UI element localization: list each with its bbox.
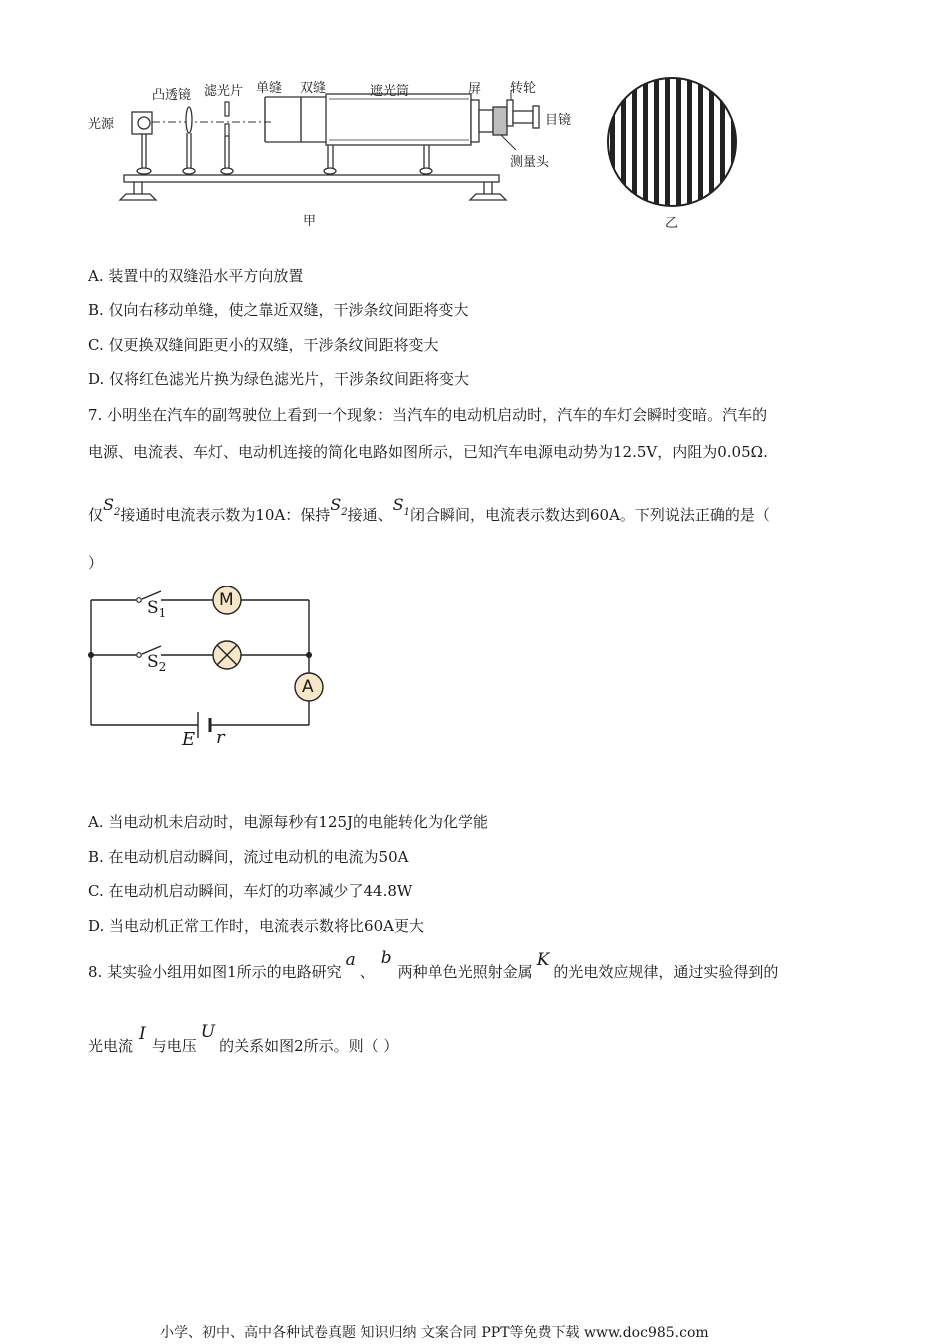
measuring-head <box>493 107 507 135</box>
label-measuring-head: 测量头 <box>510 155 550 170</box>
var-I: I <box>139 1024 146 1044</box>
circuit-s1-label: $S_1$ <box>147 598 167 620</box>
q6-option-d: D. 仅将红色滤光片换为绿色滤光片，干涉条纹间距将变大 <box>88 370 470 388</box>
junction-right <box>306 652 312 658</box>
junction-left <box>88 652 94 658</box>
q6-option-c: C. 仅更换双缝间距更小的双缝，干涉条纹间距将变大 <box>88 336 439 354</box>
q7-stem-line4: ） <box>88 554 104 572</box>
eyepiece <box>513 111 533 123</box>
light-shielding-tube <box>326 94 471 145</box>
optical-bench <box>124 175 499 182</box>
q6-option-b: B. 仅向右移动单缝，使之靠近双缝，干涉条纹间距将变大 <box>88 301 469 319</box>
label-convex-lens: 凸透镜 <box>152 88 192 103</box>
convex-lens <box>186 107 192 133</box>
q8-stem-line1: 8. 某实验小组用如图1所示的电路研究a、b两种单色光照射金属K的光电效应规律，通过实验得到的 <box>88 948 779 981</box>
label-screen: 屏 <box>468 82 482 97</box>
s2-symbol-2: $S_2$ <box>330 495 348 518</box>
screen <box>471 100 479 142</box>
q7-stem-line2: 电源、电流表、车灯、电动机连接的简化电路如图所示，已知汽车电源电动势为12.5V，内阻为0.05Ω. <box>88 443 768 461</box>
lamp-icon <box>213 641 241 669</box>
q7-stem-line1: 7. 小明坐在汽车的副驾驶位上看到一个现象：当汽车的电动机启动时，汽车的车灯会瞬时变暗。汽车的 <box>88 406 768 424</box>
q7-option-d: D. 当电动机正常工作时，电流表示数将比60A更大 <box>88 917 424 935</box>
wheel <box>507 100 513 126</box>
page-footer: 小学、初中、高中各种试卷真题 知识归纳 文案合同 PPT等免费下载 www.doc985.com <box>160 1325 709 1341</box>
fringe-pattern-figure <box>604 74 740 210</box>
circuit-r-label: r <box>216 727 225 748</box>
label-filter: 滤光片 <box>204 84 244 99</box>
var-a: a <box>345 950 356 970</box>
q7-stem-line3: 仅$S_2$接通时电流表示数为10A：保持$S_2$接通、$S_1$闭合瞬间，电流表示数达到60A。下列说法正确的是（ <box>88 495 770 524</box>
label-double-slit: 双缝 <box>300 81 327 96</box>
label-tube: 遮光筒 <box>370 84 410 99</box>
filter-plate <box>225 102 229 116</box>
circuit-ammeter-label: A <box>302 677 314 697</box>
q7-option-c: C. 在电动机启动瞬间，车灯的功率减少了44.8W <box>88 882 413 900</box>
label-light-source: 光源 <box>88 117 115 132</box>
var-K: K <box>536 950 550 970</box>
caption-yi: 乙 <box>665 216 679 231</box>
bench-leg-right <box>470 182 506 200</box>
label-eyepiece: 目镜 <box>545 113 572 128</box>
circuit-motor-label: M <box>219 590 234 610</box>
caption-jia: 甲 <box>303 214 317 229</box>
label-wheel: 转轮 <box>510 81 537 96</box>
q7-option-a: A. 当电动机未启动时，电源每秒有125J的电能转化为化学能 <box>88 813 489 831</box>
s2-symbol: $S_2$ <box>103 495 121 518</box>
q7-option-b: B. 在电动机启动瞬间，流过电动机的电流为50A <box>88 848 409 866</box>
q8-stem-line2: 光电流I与电压U的关系如图2所示。则（ ） <box>88 1022 399 1055</box>
label-single-slit: 单缝 <box>256 81 283 96</box>
bulb-icon <box>138 117 150 129</box>
circuit-s2-label: $S_2$ <box>147 652 167 674</box>
circuit-emf-label: E <box>182 729 196 750</box>
circuit-diagram <box>86 586 326 752</box>
s1-symbol: $S_1$ <box>392 495 410 518</box>
var-U: U <box>200 1022 216 1042</box>
bench-leg-left <box>120 182 156 200</box>
var-b: b <box>380 948 392 968</box>
q6-option-a: A. 装置中的双缝沿水平方向放置 <box>88 267 304 285</box>
